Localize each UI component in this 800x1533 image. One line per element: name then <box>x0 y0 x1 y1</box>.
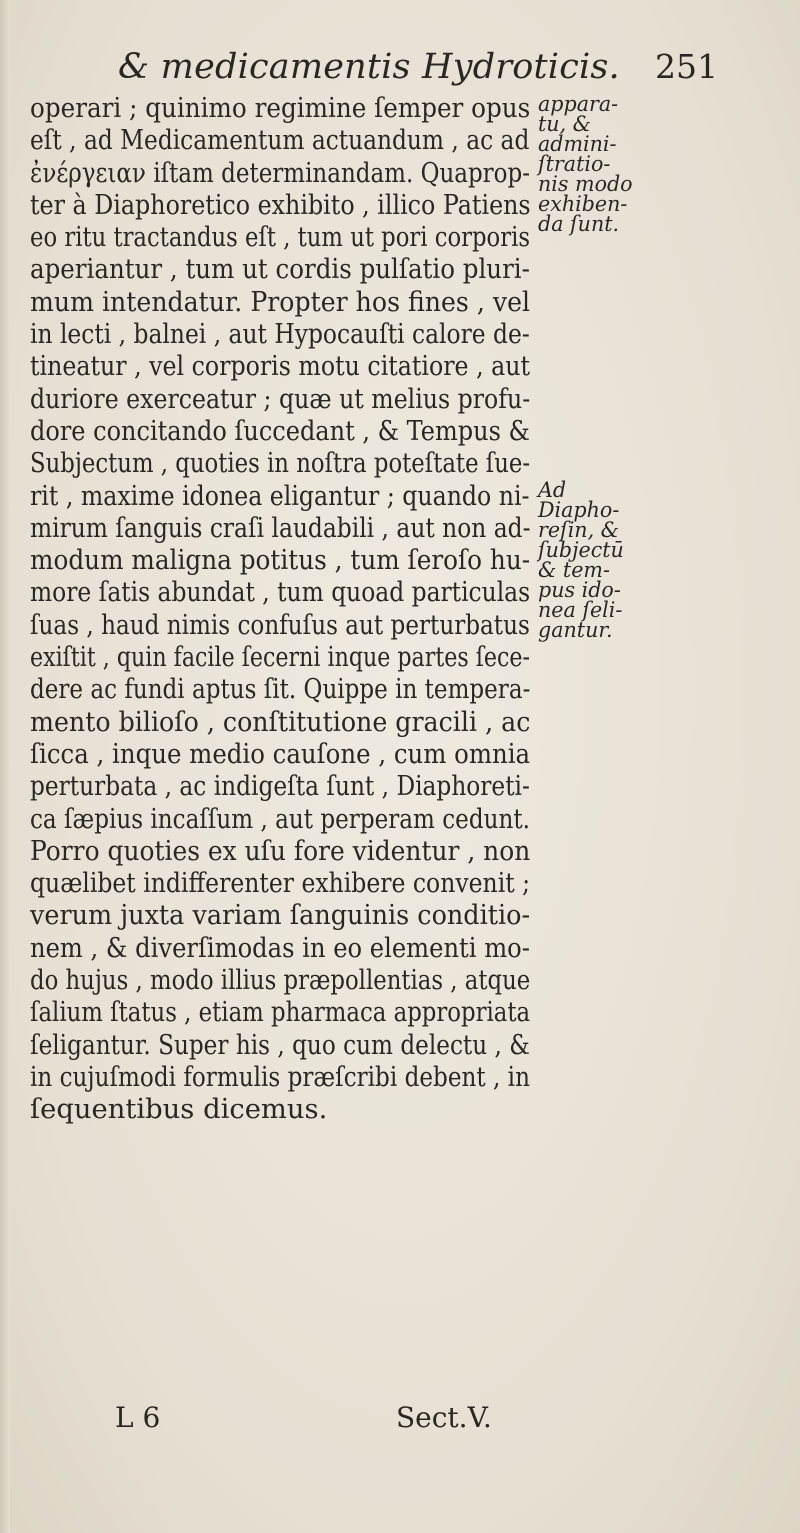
text-line: dere ac fundi aptus ſit. Quippe in tempera- <box>30 673 531 706</box>
text-line: duriore exerceatur ; quæ ut melius profu- <box>30 382 531 415</box>
margin-note-line: ſubjectū <box>538 538 624 562</box>
page-footer <box>0 1398 800 1438</box>
text-line: more ſatis abundat , tum quoad particulas <box>30 576 531 609</box>
text-line: verum juxta variam ſanguinis conditio- <box>30 899 531 932</box>
text-line: Subjectum , quoties in noſtra poteſtate ſue- <box>30 447 531 480</box>
text-line: ἐνέργειαν iſtam determinandam. Quaprop- <box>30 156 530 189</box>
text-line: eo ritu tractandus eſt , tum ut pori corporis <box>30 221 530 254</box>
text-line: mirum ſanguis craſi laudabili , aut non ad- <box>30 511 531 544</box>
text-line: ter à Diaphoretico exhibito , illico Patiens <box>30 188 531 221</box>
catchword: Sect.V. <box>396 1401 492 1434</box>
text-line: rit , maxime idonea eligantur ; quando ni- <box>30 479 530 512</box>
margin-note-line: reſin, & <box>538 518 620 542</box>
text-line: Porro quoties ex uſu fore videntur , non <box>30 834 531 867</box>
text-line: ſequentibus dicemus. <box>30 1093 328 1126</box>
margin-note-line: nea ſeli- <box>538 598 623 622</box>
margin-note-line: gantur. <box>538 618 613 642</box>
text-line: ſuas , haud nimis confuſus aut perturbatus <box>30 608 530 641</box>
text-line: mum intendatur. Propter hos fines , vel <box>30 285 531 318</box>
margin-note-line: nis modo <box>538 172 633 196</box>
margin-note-administration <box>538 94 648 234</box>
margin-note-line: da ſunt. <box>538 212 620 236</box>
margin-note-line: pus ido- <box>538 578 621 602</box>
main-text-block <box>30 92 532 1126</box>
margin-note-line: ſtratio- <box>538 152 611 176</box>
text-line: modum maligna potitus , tum ſeroſo hu- <box>30 544 531 577</box>
text-line: ca ſæpius incaſſum , aut perperam cedunt. <box>30 802 530 835</box>
page-header <box>118 44 718 90</box>
text-line: in lecti , balnei , aut Hypocauſti calore de- <box>30 318 530 351</box>
margin-note-line: admini- <box>538 132 617 156</box>
text-line: mento bilioſo , conſtitutione gracili , ac <box>30 705 531 738</box>
page-number: 251 <box>655 47 718 86</box>
running-title: & medicamentis Hydroticis. <box>118 47 620 87</box>
margin-note-diaphoresis <box>538 480 648 640</box>
text-line: ſeligantur. Super his , quo cum delectu , & <box>30 1028 530 1061</box>
text-line: do hujus , modo illius præpollentias , atque <box>30 964 531 997</box>
text-line: ſalium ſtatus , etiam pharmaca appropriata <box>30 996 531 1029</box>
text-line: ſicca , inque medio cauſone , cum omnia <box>30 737 531 770</box>
text-line: perturbata , ac indigeſta ſunt , Diaphoreti- <box>30 770 530 803</box>
margin-note-line: & tem- <box>538 558 610 582</box>
text-line: operari ; quinimo regimine ſemper opus <box>30 92 531 124</box>
text-line: tineatur , vel corporis motu citatiore , aut <box>30 350 531 383</box>
margin-note-line: appara- <box>538 92 619 116</box>
text-line: nem , & diverſimodas in eo elementi mo- <box>30 931 530 964</box>
margin-note-line: exhiben- <box>538 192 628 216</box>
text-line: in cujuſmodi formulis præſcribi debent , in <box>30 1060 530 1093</box>
margin-note-line: Ad <box>538 478 567 502</box>
text-line: dore concitando ſuccedant , & Tempus & <box>30 414 530 447</box>
margin-note-line: tu, & <box>538 112 592 136</box>
text-line: eſt , ad Medicamentum actuandum , ac ad <box>30 124 530 157</box>
margin-note-line: Diapho- <box>538 498 620 522</box>
text-line: exiſtit , quin facile ſecerni inque partes ſece- <box>30 641 531 674</box>
signature-mark: L 6 <box>115 1401 161 1434</box>
page-gutter <box>0 0 10 1533</box>
text-line: quælibet indifferenter exhibere convenit ; <box>30 867 531 900</box>
text-line: aperiantur , tum ut cordis pulſatio pluri- <box>30 253 530 286</box>
